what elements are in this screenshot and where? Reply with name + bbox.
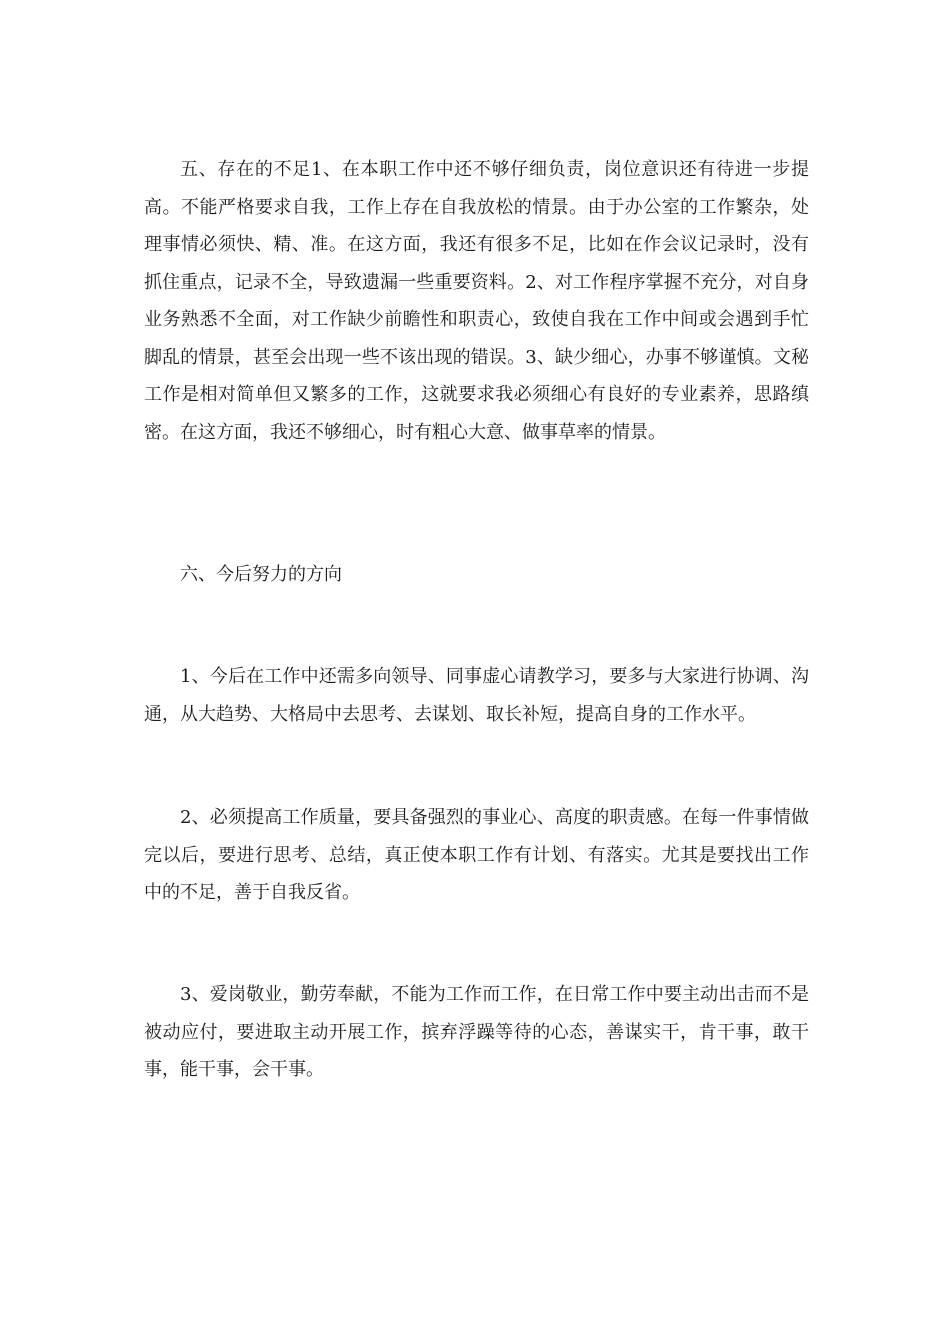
paragraph-shortcomings: 五、存在的不足1、在本职工作中还不够仔细负责，岗位意识还有待进一步提高。不能严格要求自我，工作上存在自我放松的情景。由于办公室的工作繁杂，处理事情必须快、精、准。在这方面，我还有很多不足，比如在作会议记录时，没有抓住重点，记录不全，导致遗漏一些重要资料。2、对工作程序掌握不充分，对自身业务熟悉不全面，对工作缺少前瞻性和职责心，致使自我在工作中间或会遇到手忙脚乱的情景，甚至会出现一些不该出现的错误。3、缺少细心，办事不够谨慎。文秘工作是相对简单但又繁多的工作，这就要求我必须细心有良好的专业素养，思路缜密。在这方面，我还不够细心，时有粗心大意、做事草率的情景。	[144, 159, 809, 443]
paragraph-item-1: 1、今后在工作中还需多向领导、同事虚心请教学习，要多与大家进行协调、沟通，从大趋势、大格局中去思考、去谋划、取长补短，提高自身的工作水平。	[144, 666, 809, 725]
paragraph-item-2: 2、必须提高工作质量，要具备强烈的事业心、高度的职责感。在每一件事情做完以后，要进行思考、总结，真正使本职工作有计划、有落实。尤其是要找出工作中的不足，善于自我反省。	[144, 807, 809, 903]
section-heading-future-direction: 六、今后努力的方向	[180, 564, 342, 585]
paragraph-item-3: 3、爱岗敬业，勤劳奉献，不能为工作而工作，在日常工作中要主动出击而不是被动应付，要进取主动开展工作，摈弃浮躁等待的心态，善谋实干，肯干事，敢干事，能干事，会干事。	[144, 984, 809, 1080]
